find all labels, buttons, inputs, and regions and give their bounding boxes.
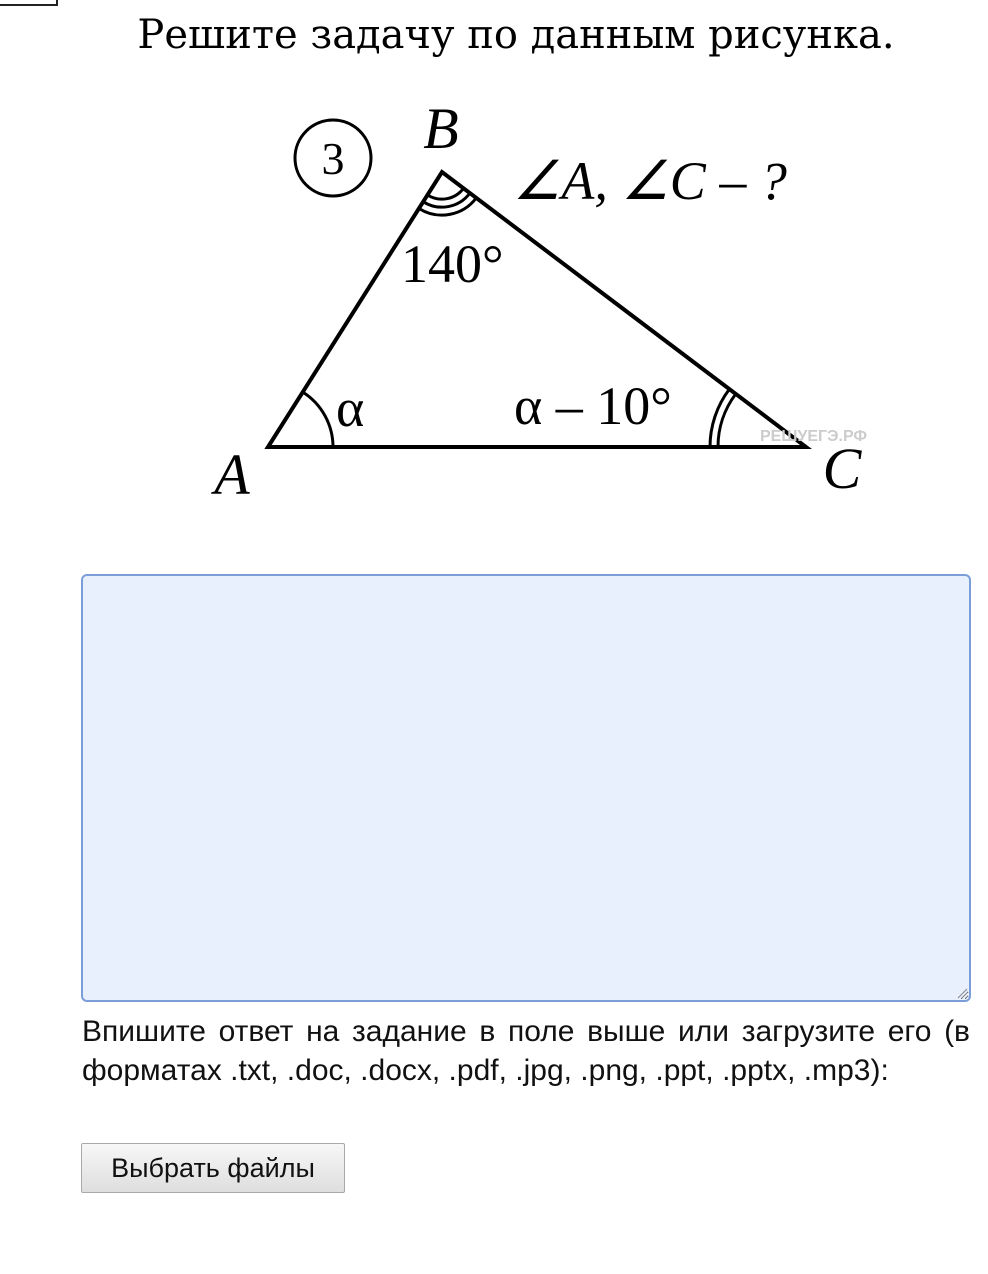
question-label: ∠A, ∠C – ? [513,151,787,211]
upload-instruction: Впишите ответ на задание в поле выше или загрузите его (в форматах .txt, .doc, .docx, .pdf, .jpg, .png, .ppt, .pptx, .mp3): [82,1015,970,1087]
vertex-a-label: A [214,442,250,507]
vertex-b-label: B [423,96,459,161]
vertex-c-label: C [822,436,862,501]
angle-c-value: α – 10° [514,376,672,436]
choose-files-button[interactable]: Выбрать файлы [81,1143,345,1193]
angle-a-arc [303,392,333,447]
problem-number: 3 [321,133,345,184]
angle-b-value: 140° [401,234,504,294]
answer-textarea[interactable] [81,574,971,1002]
angle-a-value: α [336,378,365,438]
watermark: РЕШУЕГЭ.РФ [760,428,868,445]
triangle-figure [0,0,988,540]
task-title: Решите задачу по данным рисунка. [137,12,895,58]
resize-grip-icon[interactable] [956,987,968,999]
